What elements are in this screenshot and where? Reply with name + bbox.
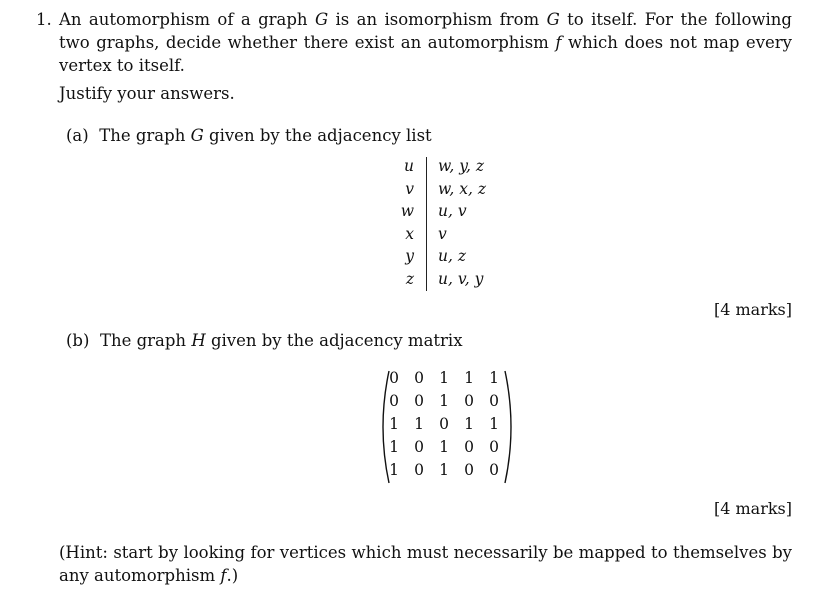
- part-b-label: (b): [66, 331, 90, 350]
- matrix-cell: 0: [464, 461, 474, 479]
- matrix-cell: 0: [389, 369, 399, 387]
- matrix-cell: 0: [414, 369, 424, 387]
- adj-vertex: u: [404, 157, 414, 175]
- adj-vertex: v: [405, 179, 414, 198]
- matrix-cell: 0: [464, 392, 474, 410]
- adj-neighbors: v: [438, 224, 447, 243]
- adjacency-divider: [426, 157, 427, 291]
- adj-neighbors: u, v: [438, 202, 467, 220]
- hint-text-1: (Hint: start by looking for vertices which must necessarily be mapped to themselves by any automorphism: [59, 543, 792, 585]
- matrix-cell: 1: [464, 415, 474, 433]
- matrix-cell: 0: [439, 415, 449, 433]
- intro-text-4: which does not map every vertex to itself.: [59, 33, 792, 75]
- adj-vertex: y: [405, 247, 414, 265]
- adj-neighbors: w, y, z: [438, 157, 485, 175]
- intro-text-3: to itself. For the following two graphs, decide whether there exist an automorphism: [59, 10, 792, 52]
- matrix-cell: 1: [389, 415, 399, 433]
- hint-f: f: [220, 566, 227, 585]
- part-b-graph: H: [191, 331, 206, 350]
- adjacency-matrix: [376, 368, 518, 486]
- hint-text: [59, 541, 792, 587]
- part-a-text-1: The graph: [99, 126, 191, 145]
- matrix-cell: 0: [489, 392, 499, 410]
- hint-text-2: .): [226, 566, 239, 585]
- matrix-cell: 0: [414, 392, 424, 410]
- part-b-prompt: [66, 329, 463, 352]
- matrix-cell: 1: [439, 392, 449, 410]
- matrix-cell: 0: [464, 438, 474, 456]
- matrix-cell: 1: [439, 438, 449, 456]
- part-a-label: (a): [66, 126, 89, 145]
- part-a-prompt: [66, 124, 432, 147]
- question-number: 1.: [36, 10, 52, 29]
- adj-neighbors: w, x, z: [438, 179, 487, 198]
- matrix-cell: 0: [414, 438, 424, 456]
- matrix-cell: 1: [439, 461, 449, 479]
- question-intro: [59, 8, 792, 77]
- matrix-cell: 0: [414, 461, 424, 479]
- adj-neighbors: u, z: [438, 247, 467, 265]
- intro-text-2: is an isomorphism from: [328, 10, 547, 29]
- matrix-cell: 1: [414, 415, 424, 433]
- adj-vertex: w: [400, 202, 414, 220]
- justify-instruction: Justify your answers.: [59, 84, 235, 103]
- adj-vertex: x: [405, 224, 414, 243]
- part-a-marks: [4 marks]: [713, 300, 792, 319]
- matrix-cell: 0: [389, 392, 399, 410]
- intro-graph-g-2: G: [546, 10, 560, 29]
- matrix-cell: 1: [464, 369, 474, 387]
- intro-text-1: An automorphism of a graph: [59, 10, 315, 29]
- matrix-cell: 0: [489, 438, 499, 456]
- matrix-cell: 1: [389, 438, 399, 456]
- part-a-text-2: given by the adjacency list: [203, 126, 432, 145]
- intro-f: f: [555, 33, 562, 52]
- matrix-cell: 1: [439, 369, 449, 387]
- intro-graph-g: G: [314, 10, 329, 29]
- part-b-marks: [4 marks]: [713, 499, 792, 518]
- matrix-cell: 0: [489, 461, 499, 479]
- adj-neighbors: u, v, y: [438, 269, 484, 288]
- matrix-cell: 1: [389, 461, 399, 479]
- part-a-graph: G: [190, 126, 204, 145]
- matrix-cell: 1: [489, 369, 499, 387]
- adj-vertex: z: [405, 269, 414, 288]
- part-b-text-1: The graph: [99, 331, 192, 350]
- matrix-cell: 1: [489, 415, 499, 433]
- part-b-text-2: given by the adjacency matrix: [205, 331, 463, 350]
